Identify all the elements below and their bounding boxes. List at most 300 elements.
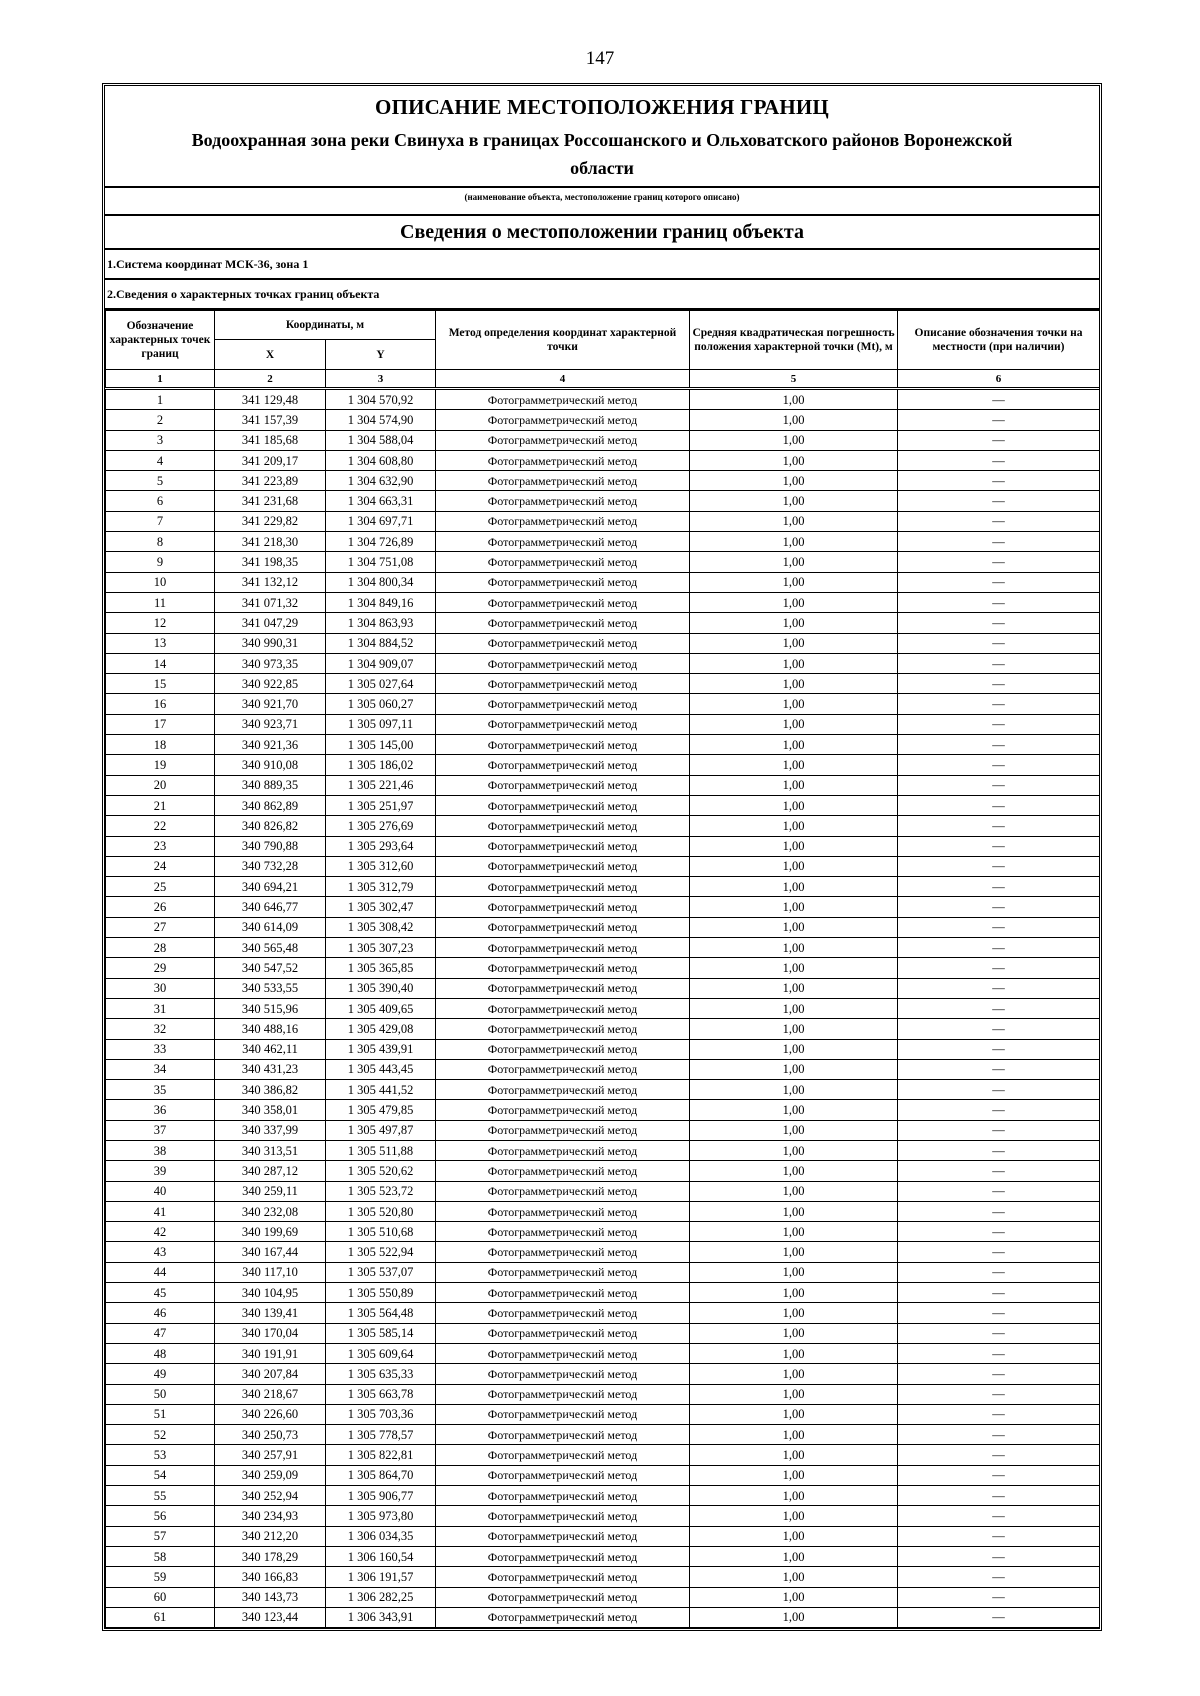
table-row [106,1080,1100,1100]
point-number-cell: 9 [106,552,215,572]
y-coordinate-cell: 1 305 441,52 [326,1080,436,1100]
method-cell: Фотограмметрический метод [436,917,690,937]
method-cell: Фотограмметрический метод [436,1283,690,1303]
description-cell: — [898,1161,1100,1181]
column-number: 1 [106,370,215,389]
rmse-cell: 1,00 [690,877,898,897]
point-number-cell: 30 [106,978,215,998]
y-coordinate-cell: 1 306 034,35 [326,1526,436,1546]
rmse-cell: 1,00 [690,1567,898,1587]
rmse-cell: 1,00 [690,1465,898,1485]
table-row [106,1161,1100,1181]
method-cell: Фотограмметрический метод [436,572,690,592]
description-cell: — [898,1364,1100,1384]
point-number-cell: 57 [106,1526,215,1546]
table-row [106,775,1100,795]
method-cell: Фотограмметрический метод [436,1100,690,1120]
points-heading-line: 2.Сведения о характерных точках границ объекта [105,280,1099,310]
x-coordinate-cell: 340 515,96 [215,998,326,1018]
method-cell: Фотограмметрический метод [436,1425,690,1445]
rmse-cell: 1,00 [690,511,898,531]
method-cell: Фотограмметрический метод [436,1242,690,1262]
rmse-cell: 1,00 [690,714,898,734]
x-coordinate-cell: 340 199,69 [215,1222,326,1242]
method-cell: Фотограмметрический метод [436,755,690,775]
description-cell: — [898,856,1100,876]
table-row [106,633,1100,653]
point-number-cell: 44 [106,1262,215,1282]
document-title: ОПИСАНИЕ МЕСТОПОЛОЖЕНИЯ ГРАНИЦ [375,95,829,119]
method-cell: Фотограмметрический метод [436,1364,690,1384]
description-cell: — [898,1445,1100,1465]
point-number-cell: 55 [106,1486,215,1506]
method-cell: Фотограмметрический метод [436,836,690,856]
method-cell: Фотограмметрический метод [436,511,690,531]
rmse-cell: 1,00 [690,856,898,876]
y-coordinate-cell: 1 305 973,80 [326,1506,436,1526]
point-number-cell: 22 [106,816,215,836]
point-number-cell: 17 [106,714,215,734]
y-coordinate-cell: 1 305 293,64 [326,836,436,856]
column-number: 2 [215,370,326,389]
method-cell: Фотограмметрический метод [436,1140,690,1160]
table-body [106,389,1100,1628]
method-cell: Фотограмметрический метод [436,430,690,450]
x-coordinate-cell: 340 117,10 [215,1262,326,1282]
y-coordinate-cell: 1 304 751,08 [326,552,436,572]
description-cell: — [898,917,1100,937]
x-coordinate-cell: 341 071,32 [215,592,326,612]
table-row [106,1343,1100,1363]
point-number-cell: 14 [106,653,215,673]
point-number-cell: 25 [106,877,215,897]
title-block [105,86,1099,188]
y-coordinate-cell: 1 304 632,90 [326,471,436,491]
x-coordinate-cell: 340 826,82 [215,816,326,836]
rmse-cell: 1,00 [690,1364,898,1384]
table-row [106,1526,1100,1546]
table-row [106,511,1100,531]
header-method: Метод определения координат характерной точки [436,311,690,370]
y-coordinate-cell: 1 305 523,72 [326,1181,436,1201]
header-x: X [215,340,326,370]
rmse-cell: 1,00 [690,674,898,694]
description-cell: — [898,1607,1100,1627]
y-coordinate-cell: 1 304 863,93 [326,613,436,633]
table-row [106,998,1100,1018]
point-number-cell: 54 [106,1465,215,1485]
rmse-cell: 1,00 [690,1140,898,1160]
method-cell: Фотограмметрический метод [436,978,690,998]
y-coordinate-cell: 1 306 282,25 [326,1587,436,1607]
rmse-cell: 1,00 [690,1587,898,1607]
point-number-cell: 48 [106,1343,215,1363]
y-coordinate-cell: 1 306 191,57 [326,1567,436,1587]
table-row [106,471,1100,491]
rmse-cell: 1,00 [690,1404,898,1424]
table-row [106,694,1100,714]
point-number-cell: 26 [106,897,215,917]
rmse-cell: 1,00 [690,755,898,775]
table-row [106,714,1100,734]
method-cell: Фотограмметрический метод [436,1303,690,1323]
description-cell: — [898,775,1100,795]
point-number-cell: 29 [106,958,215,978]
rmse-cell: 1,00 [690,1425,898,1445]
x-coordinate-cell: 340 488,16 [215,1019,326,1039]
method-cell: Фотограмметрический метод [436,592,690,612]
description-cell: — [898,532,1100,552]
description-cell: — [898,1323,1100,1343]
x-coordinate-cell: 340 252,94 [215,1486,326,1506]
table-row [106,1587,1100,1607]
y-coordinate-cell: 1 304 574,90 [326,410,436,430]
rmse-cell: 1,00 [690,1323,898,1343]
rmse-cell: 1,00 [690,836,898,856]
description-cell: — [898,511,1100,531]
coordinates-table [105,310,1100,1628]
description-cell: — [898,389,1100,410]
y-coordinate-cell: 1 305 497,87 [326,1120,436,1140]
description-cell: — [898,1546,1100,1566]
method-cell: Фотограмметрический метод [436,897,690,917]
rmse-cell: 1,00 [690,1546,898,1566]
column-number: 5 [690,370,898,389]
description-cell: — [898,1120,1100,1140]
x-coordinate-cell: 341 157,39 [215,410,326,430]
x-coordinate-cell: 340 386,82 [215,1080,326,1100]
y-coordinate-cell: 1 305 609,64 [326,1343,436,1363]
description-cell: — [898,1465,1100,1485]
y-coordinate-cell: 1 305 390,40 [326,978,436,998]
point-number-cell: 20 [106,775,215,795]
rmse-cell: 1,00 [690,1445,898,1465]
x-coordinate-cell: 340 259,11 [215,1181,326,1201]
x-coordinate-cell: 341 218,30 [215,532,326,552]
header-description: Описание обозначения точки на местности (при наличии) [898,311,1100,370]
table-row [106,978,1100,998]
point-number-cell: 40 [106,1181,215,1201]
x-coordinate-cell: 340 889,35 [215,775,326,795]
method-cell: Фотограмметрический метод [436,694,690,714]
x-coordinate-cell: 340 191,91 [215,1343,326,1363]
rmse-cell: 1,00 [690,1161,898,1181]
table-row [106,1100,1100,1120]
y-coordinate-cell: 1 305 479,85 [326,1100,436,1120]
rmse-cell: 1,00 [690,897,898,917]
rmse-cell: 1,00 [690,653,898,673]
table-row [106,1486,1100,1506]
point-number-cell: 60 [106,1587,215,1607]
method-cell: Фотограмметрический метод [436,938,690,958]
table-row [106,1059,1100,1079]
table-row [106,1384,1100,1404]
table-row [106,653,1100,673]
y-coordinate-cell: 1 305 439,91 [326,1039,436,1059]
rmse-cell: 1,00 [690,1283,898,1303]
section-title: Сведения о местоположении границ объекта [105,216,1099,250]
point-number-cell: 59 [106,1567,215,1587]
description-cell: — [898,735,1100,755]
y-coordinate-cell: 1 305 663,78 [326,1384,436,1404]
rmse-cell: 1,00 [690,978,898,998]
description-cell: — [898,1222,1100,1242]
point-number-cell: 8 [106,532,215,552]
table-row [106,491,1100,511]
description-cell: — [898,633,1100,653]
x-coordinate-cell: 340 921,70 [215,694,326,714]
method-cell: Фотограмметрический метод [436,1019,690,1039]
x-coordinate-cell: 340 123,44 [215,1607,326,1627]
x-coordinate-cell: 340 547,52 [215,958,326,978]
y-coordinate-cell: 1 305 308,42 [326,917,436,937]
point-number-cell: 34 [106,1059,215,1079]
header-y: Y [326,340,436,370]
point-number-cell: 31 [106,998,215,1018]
x-coordinate-cell: 340 212,20 [215,1526,326,1546]
rmse-cell: 1,00 [690,1242,898,1262]
rmse-cell: 1,00 [690,1019,898,1039]
point-number-cell: 61 [106,1607,215,1627]
point-number-cell: 28 [106,938,215,958]
x-coordinate-cell: 340 250,73 [215,1425,326,1445]
method-cell: Фотограмметрический метод [436,1181,690,1201]
point-number-cell: 39 [106,1161,215,1181]
point-number-cell: 5 [106,471,215,491]
rmse-cell: 1,00 [690,795,898,815]
page-number: 147 [585,48,615,69]
y-coordinate-cell: 1 305 635,33 [326,1364,436,1384]
y-coordinate-cell: 1 305 520,62 [326,1161,436,1181]
rmse-cell: 1,00 [690,1120,898,1140]
x-coordinate-cell: 340 167,44 [215,1242,326,1262]
method-cell: Фотограмметрический метод [436,552,690,572]
description-cell: — [898,1567,1100,1587]
x-coordinate-cell: 340 923,71 [215,714,326,734]
x-coordinate-cell: 341 209,17 [215,450,326,470]
y-coordinate-cell: 1 305 097,11 [326,714,436,734]
y-coordinate-cell: 1 305 564,48 [326,1303,436,1323]
description-cell: — [898,1343,1100,1363]
x-coordinate-cell: 340 565,48 [215,938,326,958]
y-coordinate-cell: 1 304 849,16 [326,592,436,612]
object-name: Водоохранная зона реки Свинуха в границах Россошанского и Ольховатского районов Воронежской области [191,130,1013,178]
method-cell: Фотограмметрический метод [436,1323,690,1343]
y-coordinate-cell: 1 304 588,04 [326,430,436,450]
rmse-cell: 1,00 [690,1384,898,1404]
x-coordinate-cell: 340 257,91 [215,1445,326,1465]
method-cell: Фотограмметрический метод [436,1222,690,1242]
y-coordinate-cell: 1 305 703,36 [326,1404,436,1424]
table-row [106,532,1100,552]
table-row [106,1607,1100,1627]
y-coordinate-cell: 1 305 312,60 [326,856,436,876]
table-row [106,856,1100,876]
rmse-cell: 1,00 [690,816,898,836]
method-cell: Фотограмметрический метод [436,1262,690,1282]
y-coordinate-cell: 1 305 027,64 [326,674,436,694]
y-coordinate-cell: 1 305 537,07 [326,1262,436,1282]
method-cell: Фотограмметрический метод [436,1506,690,1526]
point-number-cell: 46 [106,1303,215,1323]
method-cell: Фотограмметрический метод [436,1567,690,1587]
y-coordinate-cell: 1 304 726,89 [326,532,436,552]
rmse-cell: 1,00 [690,1222,898,1242]
table-row [106,897,1100,917]
table-row [106,1546,1100,1566]
x-coordinate-cell: 340 139,41 [215,1303,326,1323]
column-number: 6 [898,370,1100,389]
table-row [106,1364,1100,1384]
description-cell: — [898,1506,1100,1526]
table-row [106,755,1100,775]
table-row [106,735,1100,755]
description-cell: — [898,958,1100,978]
rmse-cell: 1,00 [690,775,898,795]
table-row [106,410,1100,430]
method-cell: Фотограмметрический метод [436,410,690,430]
description-cell: — [898,1587,1100,1607]
point-number-cell: 43 [106,1242,215,1262]
method-cell: Фотограмметрический метод [436,389,690,410]
description-cell: — [898,795,1100,815]
description-cell: — [898,1019,1100,1039]
method-cell: Фотограмметрический метод [436,998,690,1018]
x-coordinate-cell: 340 922,85 [215,674,326,694]
rmse-cell: 1,00 [690,491,898,511]
y-coordinate-cell: 1 304 800,34 [326,572,436,592]
rmse-cell: 1,00 [690,1201,898,1221]
rmse-cell: 1,00 [690,1100,898,1120]
method-cell: Фотограмметрический метод [436,491,690,511]
y-coordinate-cell: 1 305 409,65 [326,998,436,1018]
description-cell: — [898,1242,1100,1262]
point-number-cell: 35 [106,1080,215,1100]
x-coordinate-cell: 340 143,73 [215,1587,326,1607]
point-number-cell: 27 [106,917,215,937]
y-coordinate-cell: 1 305 443,45 [326,1059,436,1079]
x-coordinate-cell: 340 462,11 [215,1039,326,1059]
description-cell: — [898,653,1100,673]
table-row [106,1404,1100,1424]
column-number: 4 [436,370,690,389]
table-row [106,592,1100,612]
description-cell: — [898,491,1100,511]
table-row [106,430,1100,450]
table-row [106,1262,1100,1282]
x-coordinate-cell: 340 313,51 [215,1140,326,1160]
x-coordinate-cell: 340 259,09 [215,1465,326,1485]
rmse-cell: 1,00 [690,1262,898,1282]
table-row [106,1567,1100,1587]
table-row [106,1140,1100,1160]
x-coordinate-cell: 340 694,21 [215,877,326,897]
table-row [106,1425,1100,1445]
x-coordinate-cell: 340 790,88 [215,836,326,856]
description-cell: — [898,836,1100,856]
x-coordinate-cell: 340 533,55 [215,978,326,998]
column-number: 3 [326,370,436,389]
point-number-cell: 13 [106,633,215,653]
y-coordinate-cell: 1 305 778,57 [326,1425,436,1445]
method-cell: Фотограмметрический метод [436,633,690,653]
point-number-cell: 36 [106,1100,215,1120]
description-cell: — [898,755,1100,775]
rmse-cell: 1,00 [690,450,898,470]
method-cell: Фотограмметрический метод [436,1526,690,1546]
point-number-cell: 12 [106,613,215,633]
method-cell: Фотограмметрический метод [436,1607,690,1627]
description-cell: — [898,1039,1100,1059]
table-row [106,1181,1100,1201]
y-coordinate-cell: 1 305 511,88 [326,1140,436,1160]
y-coordinate-cell: 1 305 906,77 [326,1486,436,1506]
x-coordinate-cell: 340 732,28 [215,856,326,876]
table-row [106,1323,1100,1343]
description-cell: — [898,978,1100,998]
rmse-cell: 1,00 [690,1080,898,1100]
y-coordinate-cell: 1 305 429,08 [326,1019,436,1039]
y-coordinate-cell: 1 304 884,52 [326,633,436,653]
table-row [106,1283,1100,1303]
method-cell: Фотограмметрический метод [436,1039,690,1059]
y-coordinate-cell: 1 305 550,89 [326,1283,436,1303]
method-cell: Фотограмметрический метод [436,613,690,633]
point-number-cell: 32 [106,1019,215,1039]
description-cell: — [898,1404,1100,1424]
x-coordinate-cell: 340 104,95 [215,1283,326,1303]
rmse-cell: 1,00 [690,471,898,491]
rmse-cell: 1,00 [690,1181,898,1201]
method-cell: Фотограмметрический метод [436,816,690,836]
x-coordinate-cell: 340 910,08 [215,755,326,775]
header-coords: Координаты, м [215,311,436,340]
point-number-cell: 2 [106,410,215,430]
x-coordinate-cell: 340 232,08 [215,1201,326,1221]
table-row [106,938,1100,958]
description-cell: — [898,938,1100,958]
rmse-cell: 1,00 [690,1607,898,1627]
y-coordinate-cell: 1 304 608,80 [326,450,436,470]
y-coordinate-cell: 1 304 570,92 [326,389,436,410]
description-cell: — [898,430,1100,450]
table-row [106,1242,1100,1262]
y-coordinate-cell: 1 305 365,85 [326,958,436,978]
x-coordinate-cell: 340 614,09 [215,917,326,937]
point-number-cell: 11 [106,592,215,612]
y-coordinate-cell: 1 305 585,14 [326,1323,436,1343]
method-cell: Фотограмметрический метод [436,1404,690,1424]
x-coordinate-cell: 341 231,68 [215,491,326,511]
table-row [106,450,1100,470]
point-number-cell: 42 [106,1222,215,1242]
y-coordinate-cell: 1 306 343,91 [326,1607,436,1627]
x-coordinate-cell: 340 226,60 [215,1404,326,1424]
method-cell: Фотограмметрический метод [436,1120,690,1140]
table-row [106,1465,1100,1485]
x-coordinate-cell: 340 973,35 [215,653,326,673]
point-number-cell: 21 [106,795,215,815]
x-coordinate-cell: 341 132,12 [215,572,326,592]
y-coordinate-cell: 1 305 522,94 [326,1242,436,1262]
coord-system-line: 1.Система координат МСК-36, зона 1 [105,250,1099,280]
point-number-cell: 7 [106,511,215,531]
description-cell: — [898,816,1100,836]
description-cell: — [898,1080,1100,1100]
description-cell: — [898,1181,1100,1201]
y-coordinate-cell: 1 305 520,80 [326,1201,436,1221]
point-number-cell: 15 [106,674,215,694]
